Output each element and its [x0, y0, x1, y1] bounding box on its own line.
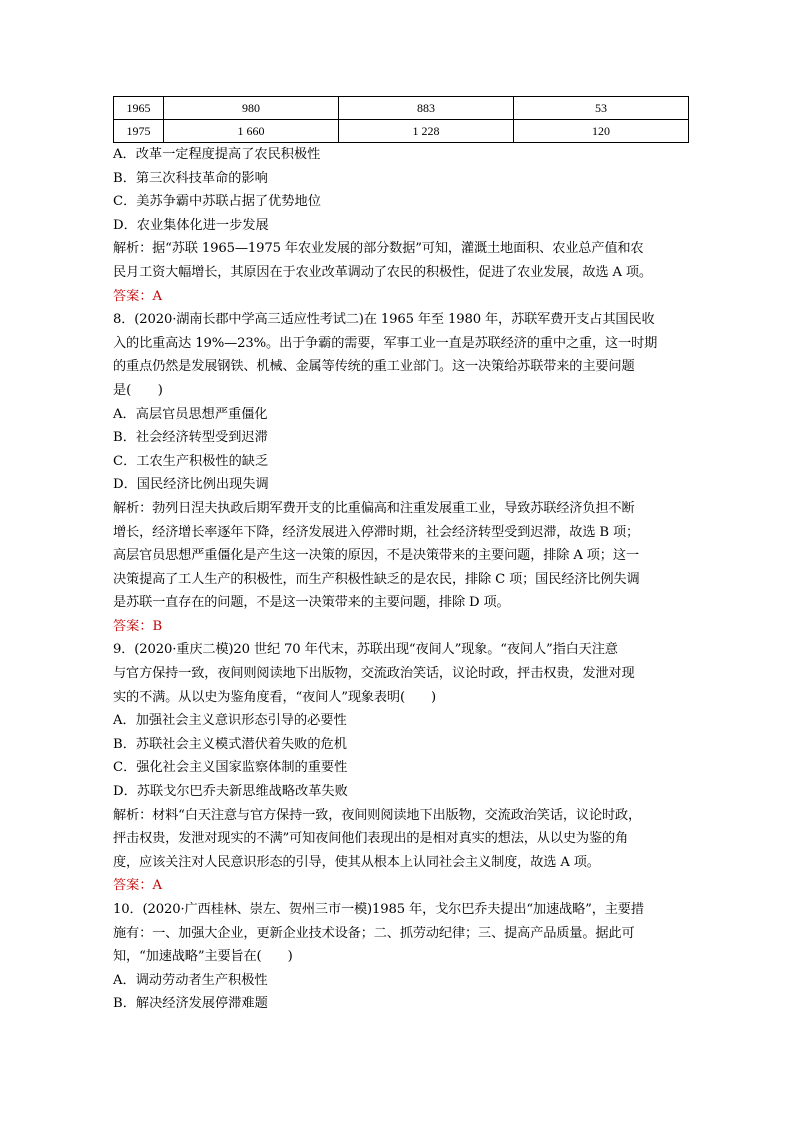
agriculture-data-table: [113, 96, 689, 143]
question-stem-line: 是( ): [113, 382, 163, 398]
analysis-line: 度，应该关注对人民意识形态的引导，使其从根本上认同社会主义制度，故选 A 项。: [113, 854, 600, 870]
option-b: B．解决经济发展停滞难题: [113, 996, 268, 1012]
option-a: A．加强社会主义意识形态引导的必要性: [113, 713, 347, 729]
table-cell: 980: [164, 97, 339, 120]
question-stem-line: 施有：一、加强大企业，更新企业技术设备；二、抓劳动纪律；三、提高产品质量。据此可: [113, 925, 635, 941]
answer: 答案：B: [113, 618, 163, 634]
option-b: B．第三次科技革命的影响: [113, 170, 268, 186]
answer: 答案：A: [113, 878, 163, 894]
option-a: A．改革一定程度提高了农民积极性: [113, 147, 321, 162]
analysis-line: 抨击权贵，发泄对现实的不满”可知夜间他们表现出的是相对真实的想法，从以史为鉴的角: [113, 831, 629, 847]
table-row: [114, 97, 689, 120]
question-stem-line: 10．(2020·广西桂林、崇左、贺州三市一模)1985 年，戈尔巴乔夫提出“加速战略”，主要措: [113, 902, 644, 917]
table-cell: 53: [514, 97, 689, 120]
analysis-line: 解析：据“苏联 1965—1975 年农业发展的部分数据”可知，灌溉土地面积、农业总产值和农: [113, 241, 644, 257]
table-row: [114, 120, 689, 143]
question-stem-line: 入的比重高达 19%—23%。出于争霸的需要，军事工业一直是苏联经济的重中之重，这一时期: [113, 335, 658, 351]
question-8: [113, 308, 688, 638]
question-10: [113, 898, 688, 1016]
option-c: C．强化社会主义国家监察体制的重要性: [113, 760, 348, 776]
option-b: B．苏联社会主义模式潜伏着失败的危机: [113, 736, 347, 752]
analysis-line: 决策提高了工人生产的积极性，而生产积极性缺乏的是农民，排除 C 项；国民经济比例失调: [113, 571, 640, 587]
question-stem-line: 知，“加速战略”主要旨在( ): [113, 949, 293, 965]
table-cell: 1 660: [164, 120, 339, 143]
question-stem-line: 的重点仍然是发展钢铁、机械、金属等传统的重工业部门。这一决策给苏联带来的主要问题: [113, 359, 635, 375]
question-stem-line: 与官方保持一致，夜间则阅读地下出版物，交流政治笑话，议论时政，抨击权贵，发泄对现: [113, 666, 635, 682]
analysis-line: 解析：材料“白天注意与官方保持一致，夜间则阅读地下出版物，交流政治笑话，议论时政，: [113, 807, 642, 823]
analysis-line: 民月工资大幅增长，其原因在于农业改革调动了农民的积极性，促进了农业发展，故选 A 项。: [113, 264, 652, 280]
analysis-line: 是苏联一直存在的问题，不是这一决策带来的主要问题，排除 D 项。: [113, 595, 510, 611]
analysis-line: 高层官员思想严重僵化是产生这一决策的原因，不是决策带来的主要问题，排除 A 项；这一: [113, 548, 639, 564]
option-a: A．高层官员思想严重僵化: [113, 406, 268, 422]
document-page: [113, 96, 688, 1016]
analysis-line: 增长，经济增长率逐年下降，经济发展进入停滞时期，社会经济转型受到迟滞，故选 B 项；: [113, 524, 640, 540]
table-cell-year: 1975: [114, 120, 164, 143]
table-cell: 120: [514, 120, 689, 143]
option-c: C．工农生产积极性的缺乏: [113, 453, 269, 469]
option-a: A．调动劳动者生产积极性: [113, 972, 268, 988]
question-stem-line: 8．(2020·湖南长郡中学高三适应性考试二)在 1965 年至 1980 年，苏联军费开支占其国民收: [113, 312, 655, 328]
analysis-line: 解析：勃列日涅夫执政后期军费开支的比重偏高和注重发展重工业，导致苏联经济负担不断: [113, 500, 635, 516]
question-7: [113, 143, 688, 308]
table-cell: 883: [339, 97, 514, 120]
table-cell: 1 228: [339, 120, 514, 143]
answer: 答案：A: [113, 288, 163, 304]
option-c: C．美苏争霸中苏联占据了优势地位: [113, 194, 321, 210]
option-d: D．农业集体化进一步发展: [113, 217, 269, 233]
table-cell-year: 1965: [114, 97, 164, 120]
question-stem-line: 9．(2020·重庆二模)20 世纪 70 年代末，苏联出现“夜间人”现象。“夜间人”指白天注意: [113, 642, 618, 658]
question-9: [113, 638, 688, 898]
option-d: D．苏联戈尔巴乔夫新思维战略改革失败: [113, 784, 348, 800]
option-b: B．社会经济转型受到迟滞: [113, 430, 268, 446]
question-stem-line: 实的不满。从以史为鉴角度看，“夜间人”现象表明( ): [113, 689, 437, 705]
option-d: D．国民经济比例出现失调: [113, 477, 269, 493]
